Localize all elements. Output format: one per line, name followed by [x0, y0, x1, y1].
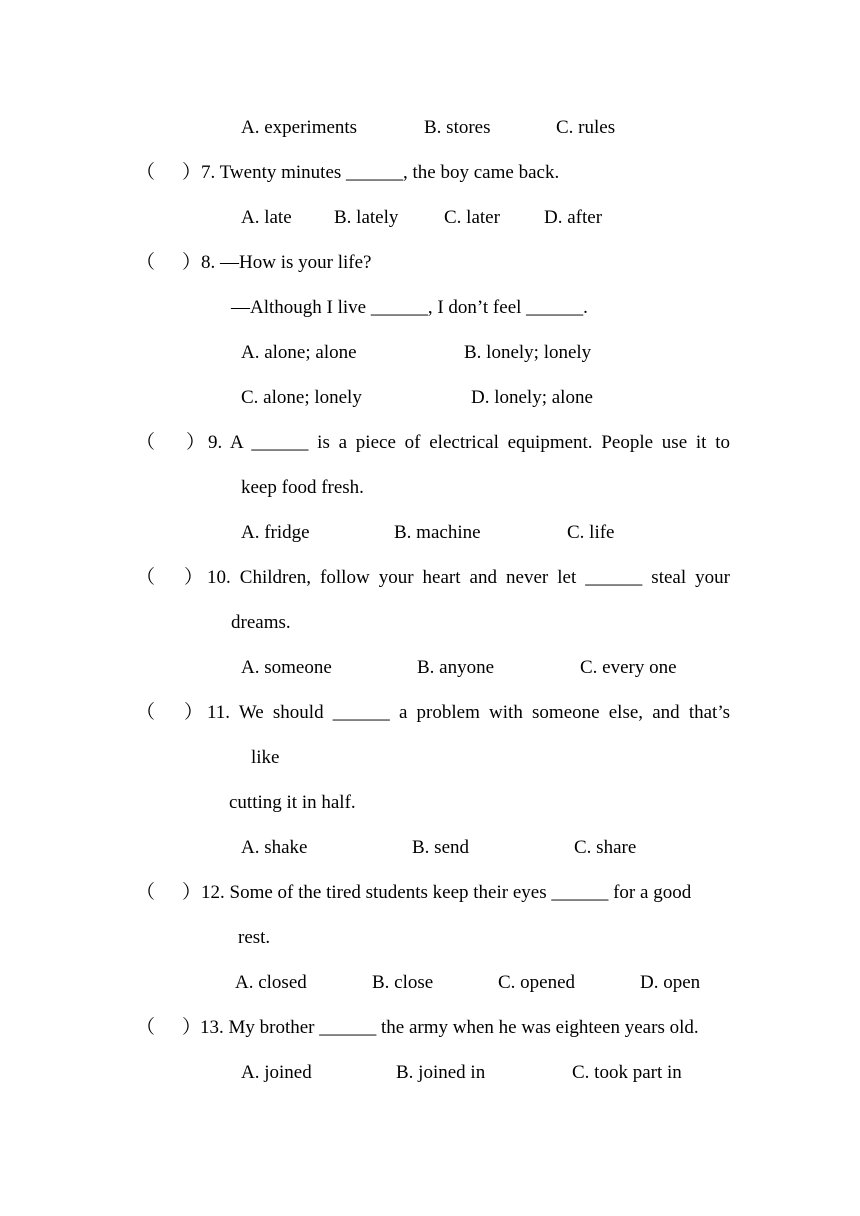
option-11c: C. share [574, 837, 637, 858]
answer-paren-open: （ [136, 702, 156, 723]
question-9-stem-cont: keep food fresh. [241, 477, 364, 498]
option-8b: B. lonely; lonely [464, 342, 592, 363]
option-11b: B. send [412, 837, 469, 858]
option-8c: C. alone; lonely [241, 387, 362, 408]
option-10b: B. anyone [417, 657, 495, 678]
question-10-stem-cont: dreams. [231, 612, 291, 633]
option-8d: D. lonely; alone [471, 387, 593, 408]
question-8-reply: —Although I live ______, I don’t feel ______. [231, 297, 588, 318]
question-11-stem: 11. We should ______ a problem with someone else, and that’s [207, 702, 730, 723]
answer-paren-close: ） [182, 882, 202, 903]
question-12-stem-cont: rest. [238, 927, 271, 948]
option-9a: A. fridge [241, 522, 310, 543]
option-12c: C. opened [498, 972, 576, 993]
option-6a: A. experiments [241, 117, 358, 138]
answer-paren-close: ） [186, 432, 206, 453]
question-11-stem-cont: like [251, 747, 280, 768]
question-13-stem: 13. My brother ______ the army when he was eighteen years old. [200, 1017, 699, 1038]
option-10a: A. someone [241, 657, 332, 678]
answer-paren-open: （ [136, 1017, 156, 1038]
answer-paren-open: （ [136, 567, 156, 588]
option-7a: A. late [241, 207, 292, 228]
option-12a: A. closed [235, 972, 307, 993]
answer-paren-close: ） [184, 702, 204, 723]
option-9c: C. life [567, 522, 615, 543]
option-7b: B. lately [334, 207, 399, 228]
option-12b: B. close [372, 972, 434, 993]
option-10c: C. every one [580, 657, 677, 678]
option-6c: C. rules [556, 117, 616, 138]
option-9b: B. machine [394, 522, 481, 543]
option-12d: D. open [640, 972, 701, 993]
option-13c: C. took part in [572, 1062, 682, 1083]
option-13a: A. joined [241, 1062, 312, 1083]
answer-paren-open: （ [136, 162, 156, 183]
option-6b: B. stores [424, 117, 491, 138]
answer-paren-close: ） [184, 567, 204, 588]
option-7c: C. later [444, 207, 500, 228]
question-12-stem: 12. Some of the tired students keep their eyes ______ for a good [201, 882, 692, 903]
question-11-stem-cont-2: cutting it in half. [229, 792, 356, 813]
question-8-stem: 8. —How is your life? [201, 252, 372, 273]
answer-paren-open: （ [136, 252, 156, 273]
question-10-stem: 10. Children, follow your heart and never let ______ steal your [207, 567, 730, 588]
answer-paren-close: ） [182, 1017, 202, 1038]
option-8a: A. alone; alone [241, 342, 357, 363]
answer-paren-close: ） [182, 162, 202, 183]
answer-paren-close: ） [182, 252, 202, 273]
question-9-stem: 9. A ______ is a piece of electrical equipment. People use it to [208, 432, 730, 453]
answer-paren-open: （ [136, 882, 156, 903]
option-11a: A. shake [241, 837, 308, 858]
option-7d: D. after [544, 207, 603, 228]
option-13b: B. joined in [396, 1062, 486, 1083]
question-7-stem: 7. Twenty minutes ______, the boy came back. [201, 162, 560, 183]
answer-paren-open: （ [136, 432, 156, 453]
